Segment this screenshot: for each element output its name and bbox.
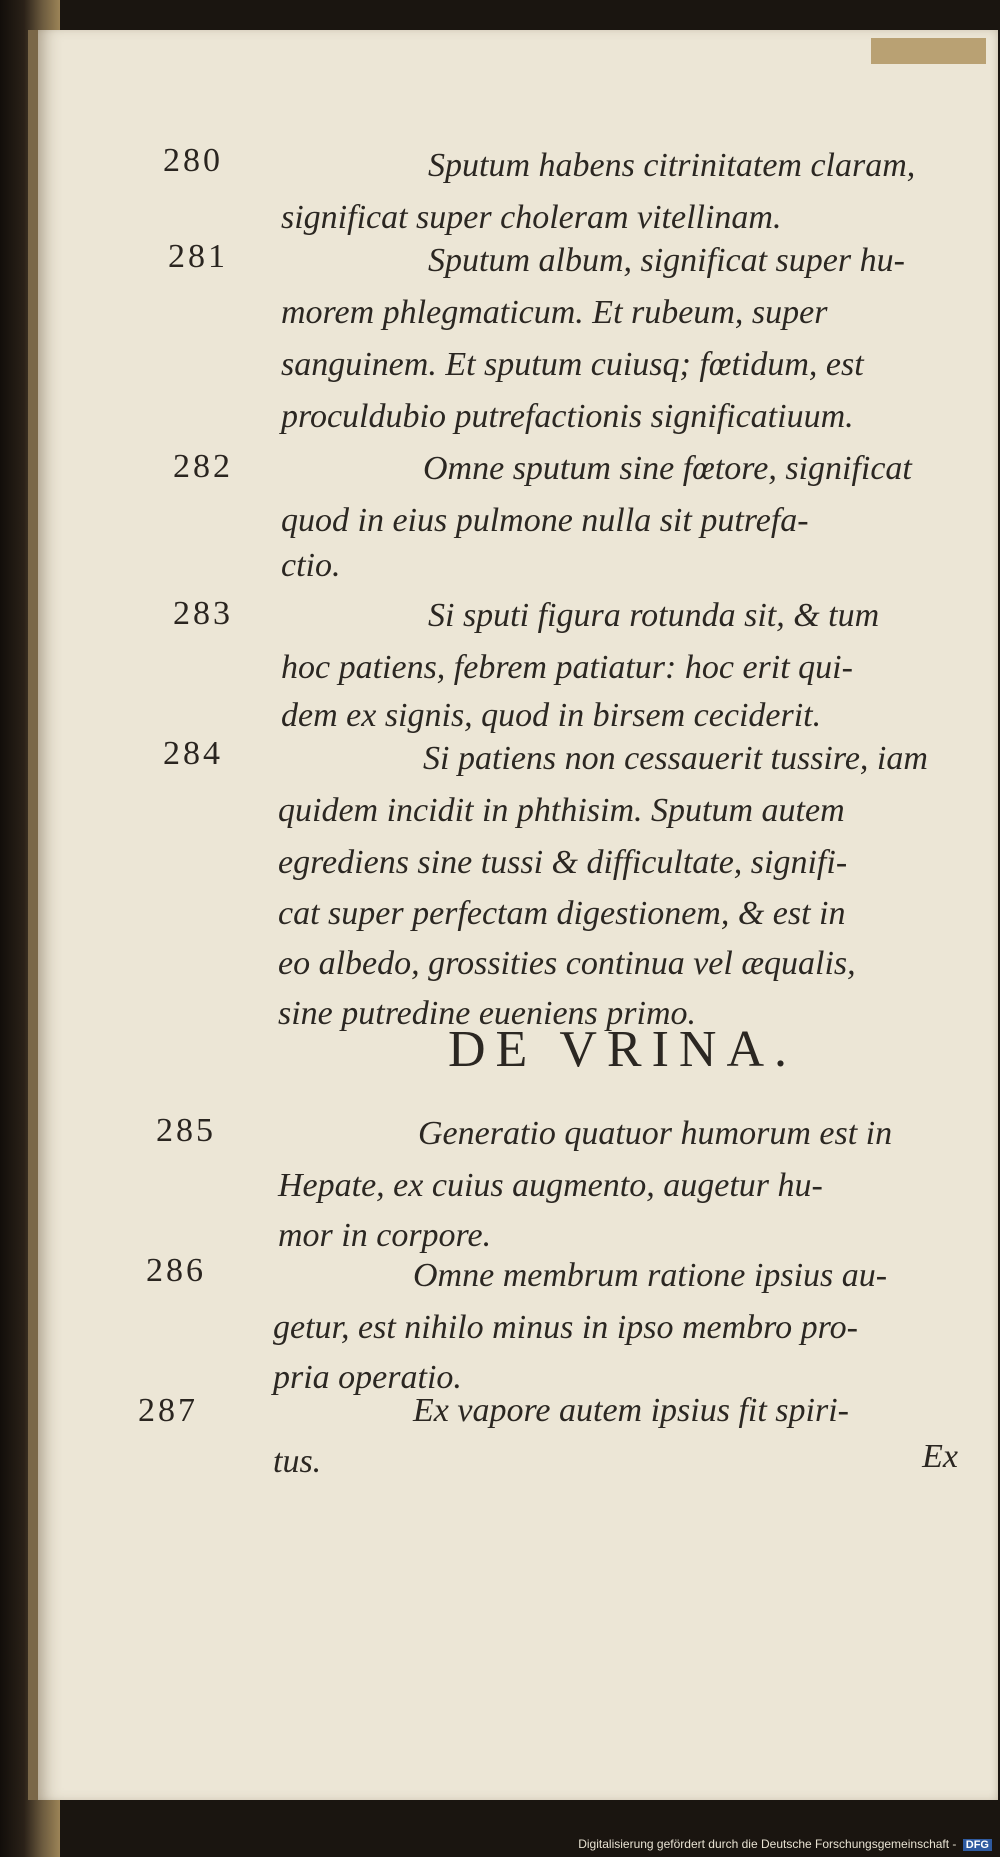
entry-number: 283 <box>173 595 233 632</box>
entry-line: cat super perfectam digestionem, & est in <box>278 895 846 932</box>
entry-number: 282 <box>173 448 233 485</box>
entry-line: Hepate, ex cuius augmento, augetur hu- <box>278 1167 823 1204</box>
entry-line: morem phlegmaticum. Et rubeum, super <box>281 294 828 331</box>
entry-number: 280 <box>163 142 223 179</box>
entry-number: 281 <box>168 238 228 275</box>
entry-line: Sputum habens citrinitatem claram, <box>428 147 916 184</box>
entry-line: tus. <box>273 1443 322 1480</box>
entry-line: proculdubio putrefactionis significatiuum. <box>281 398 854 435</box>
entry-line: Omne sputum sine fœtore, significat <box>423 450 912 487</box>
dfg-logo-icon: DFG <box>963 1839 992 1851</box>
catchword: Ex <box>922 1438 958 1475</box>
entry-number: 286 <box>146 1252 206 1289</box>
book-page <box>28 30 998 1800</box>
entry-line: Si patiens non cessauerit tussire, iam <box>423 740 928 777</box>
entry-line: Ex vapore autem ipsius fit spiri- <box>413 1392 849 1429</box>
entry-line: eo albedo, grossities continua vel æqualis, <box>278 945 856 982</box>
digitization-credit <box>578 1837 992 1851</box>
page-tab-edge <box>871 38 986 64</box>
entry-line: Generatio quatuor humorum est in <box>418 1115 893 1152</box>
entry-line: pria operatio. <box>273 1359 462 1396</box>
entry-line: quod in eius pulmone nulla sit putrefa- <box>281 502 809 539</box>
entry-line: getur, est nihilo minus in ipso membro pro- <box>273 1309 858 1346</box>
credit-text: Digitalisierung gefördert durch die Deutsche Forschungsgemeinschaft - <box>578 1837 957 1851</box>
entry-line: Sputum album, significat super hu- <box>428 242 905 279</box>
entry-line: ctio. <box>281 547 341 584</box>
entry-number: 285 <box>156 1112 216 1149</box>
entry-line: Omne membrum ratione ipsius au- <box>413 1257 888 1294</box>
entry-line: mor in corpore. <box>278 1217 492 1254</box>
entry-line: Si sputi figura rotunda sit, & tum <box>428 597 880 634</box>
entry-line: hoc patiens, febrem patiatur: hoc erit qui- <box>281 649 853 686</box>
entry-line: significat super choleram vitellinam. <box>281 199 782 236</box>
section-heading: DE VRINA. <box>448 1021 798 1078</box>
entry-line: sine putredine eueniens primo. <box>278 995 696 1032</box>
entry-number: 287 <box>138 1392 198 1429</box>
entry-line: quidem incidit in phthisim. Sputum autem <box>278 792 845 829</box>
entry-line: sanguinem. Et sputum cuiusq; fœtidum, est <box>281 346 864 383</box>
entry-line: egrediens sine tussi & difficultate, signifi- <box>278 844 848 881</box>
entry-number: 284 <box>163 735 223 772</box>
entry-line: dem ex signis, quod in birsem ceciderit. <box>281 697 822 734</box>
